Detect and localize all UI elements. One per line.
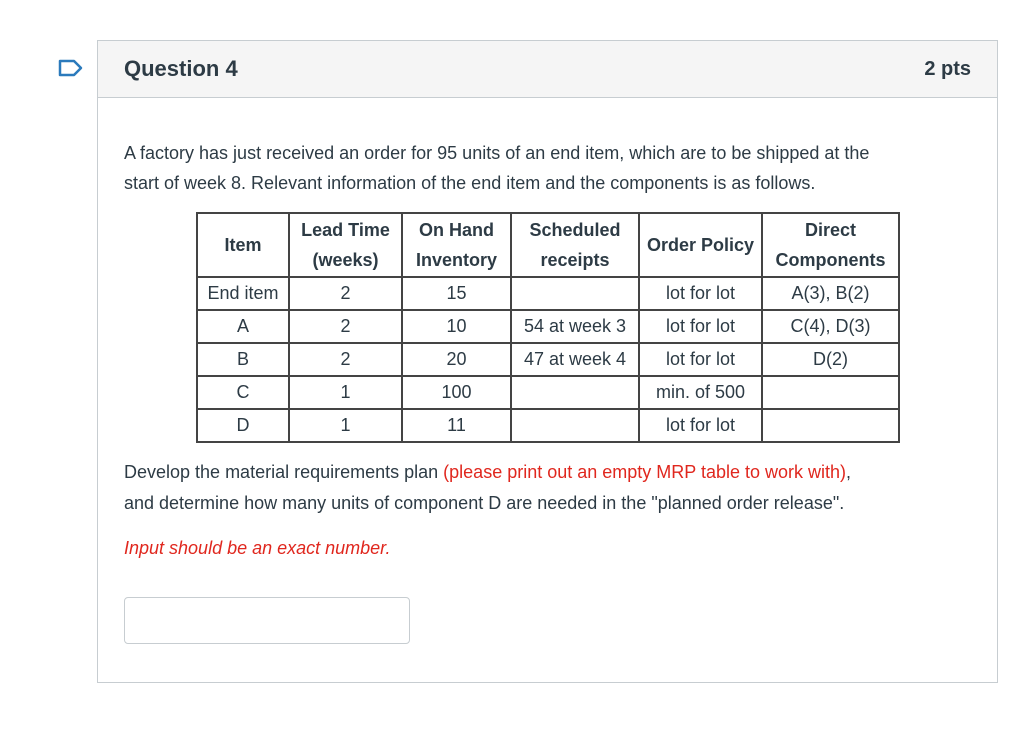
- instruction-comma: ,: [846, 462, 852, 482]
- table-cell: D: [197, 409, 289, 442]
- table-cell: 11: [402, 409, 511, 442]
- table-cell: [511, 277, 639, 310]
- header-lead-time: Lead Time (weeks): [289, 213, 402, 277]
- table-cell: 15: [402, 277, 511, 310]
- instruction-line-2: and determine how many units of component D are needed in the "planned order release".: [124, 493, 845, 513]
- table-cell: B: [197, 343, 289, 376]
- table-cell: 20: [402, 343, 511, 376]
- table-cell: [511, 376, 639, 409]
- table-cell: lot for lot: [639, 277, 762, 310]
- instruction-red-text: (please print out an empty MRP table to work with): [443, 462, 847, 482]
- table-cell: A(3), B(2): [762, 277, 899, 310]
- question-intro: [124, 138, 971, 198]
- table-row: [197, 376, 899, 409]
- table-cell: [511, 409, 639, 442]
- question-title: Question 4: [124, 56, 238, 81]
- table-cell: D(2): [762, 343, 899, 376]
- table-cell: [762, 376, 899, 409]
- table-row: [197, 409, 899, 442]
- header-scheduled: Scheduled receipts: [511, 213, 639, 277]
- table-header-row: [197, 213, 899, 277]
- header-on-hand: On Hand Inventory: [402, 213, 511, 277]
- intro-line-1: A factory has just received an order for 95 units of an end item, which are to be shipped at the: [124, 143, 870, 163]
- table-cell: C: [197, 376, 289, 409]
- bom-info-table: [196, 212, 900, 443]
- table-cell: C(4), D(3): [762, 310, 899, 343]
- table-cell: 100: [402, 376, 511, 409]
- table-cell: A: [197, 310, 289, 343]
- question-points: 2 pts: [924, 57, 971, 80]
- question-body: [98, 138, 997, 198]
- table-cell: End item: [197, 277, 289, 310]
- header-item: Item: [197, 213, 289, 277]
- table-cell: 2: [289, 343, 402, 376]
- answer-input[interactable]: [124, 597, 410, 644]
- table-cell: 2: [289, 277, 402, 310]
- table-cell: 1: [289, 409, 402, 442]
- header-direct-components: Direct Components: [762, 213, 899, 277]
- flag-question-icon[interactable]: [58, 59, 84, 77]
- table-cell: min. of 500: [639, 376, 762, 409]
- input-note: Input should be an exact number.: [124, 538, 391, 558]
- table-cell: 47 at week 4: [511, 343, 639, 376]
- table-cell: 54 at week 3: [511, 310, 639, 343]
- intro-line-2: start of week 8. Relevant information of the end item and the components is as follows.: [124, 173, 816, 193]
- table-cell: lot for lot: [639, 409, 762, 442]
- instruction-text: Develop the material requirements plan: [124, 462, 444, 482]
- table-cell: 10: [402, 310, 511, 343]
- table-cell: lot for lot: [639, 343, 762, 376]
- table-cell: 2: [289, 310, 402, 343]
- question-instructions: [124, 457, 974, 519]
- table-row: [197, 343, 899, 376]
- table-row: [197, 277, 899, 310]
- table-row: [197, 310, 899, 343]
- table-cell: [762, 409, 899, 442]
- question-card: [97, 40, 998, 683]
- question-header: [98, 41, 997, 98]
- table-cell: 1: [289, 376, 402, 409]
- header-order-policy: Order Policy: [639, 213, 762, 277]
- table-cell: lot for lot: [639, 310, 762, 343]
